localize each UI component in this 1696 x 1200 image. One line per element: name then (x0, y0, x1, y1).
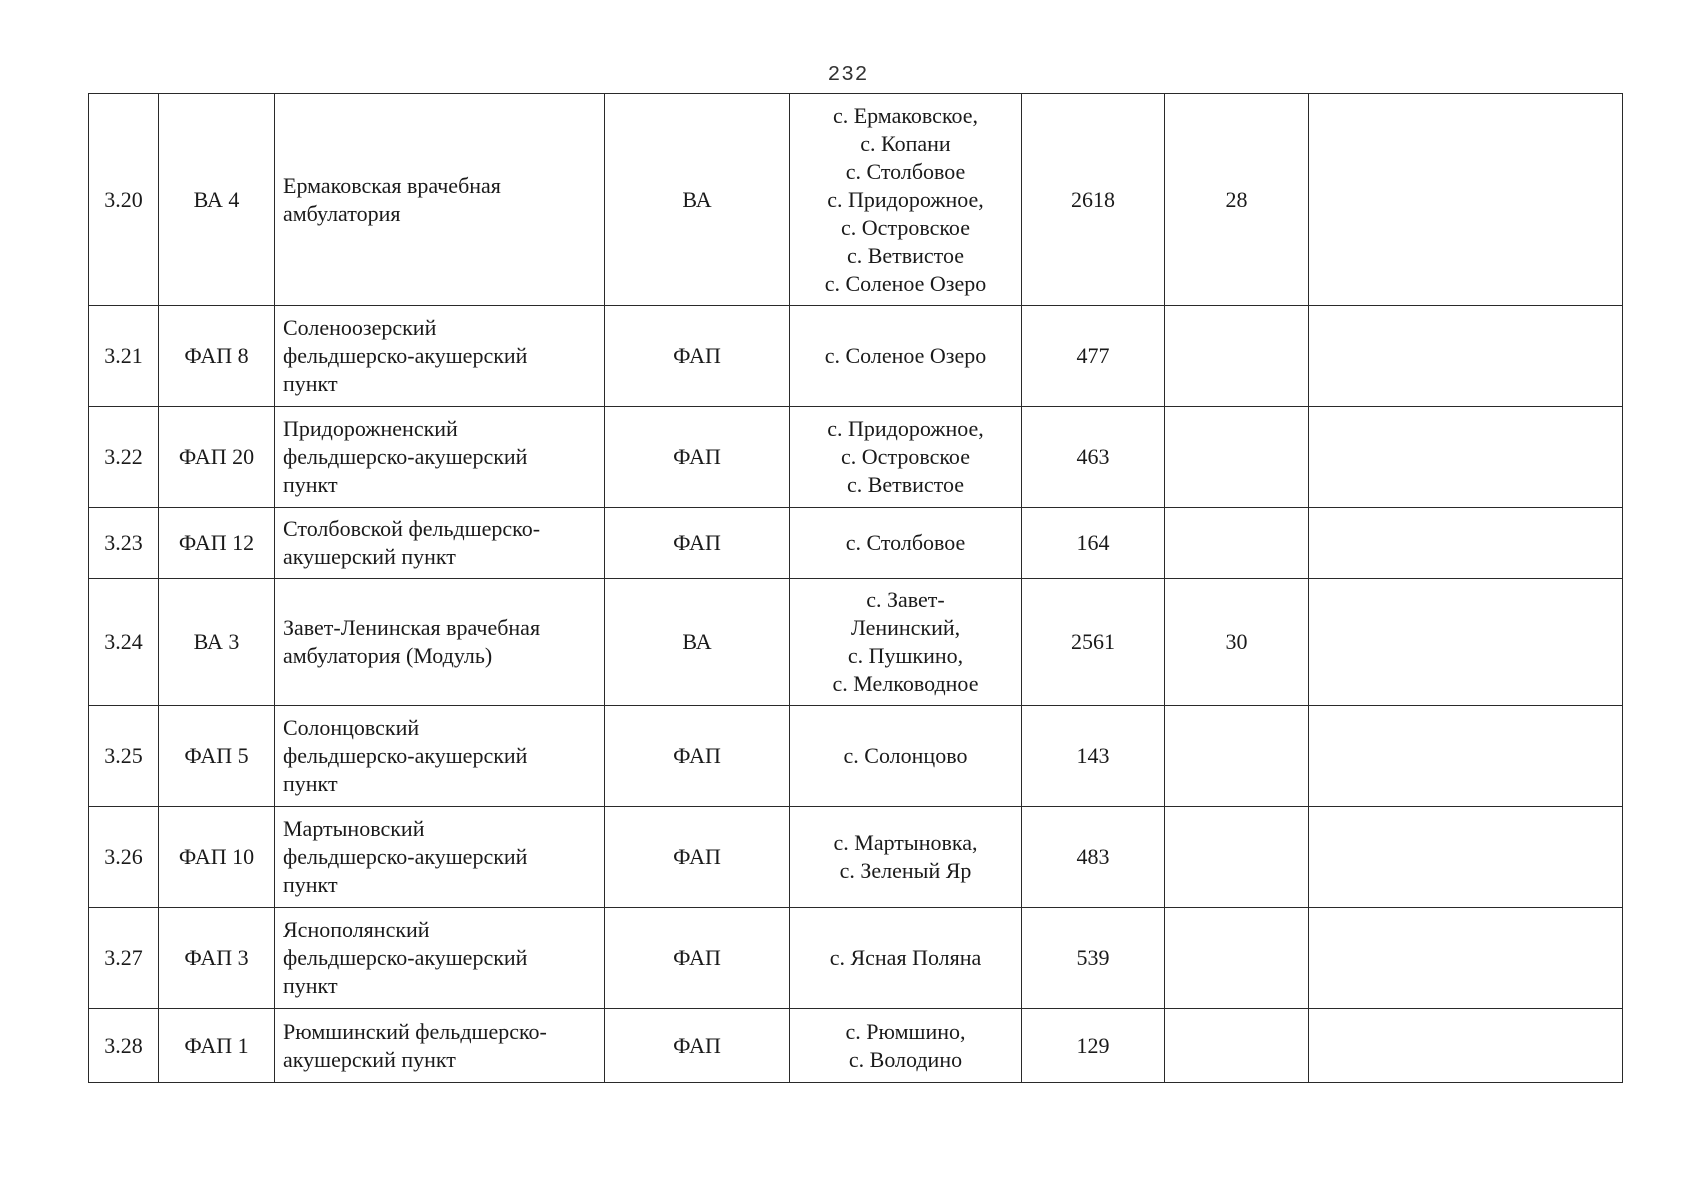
facility-code-cell: ФАП 5 (159, 706, 275, 807)
table-row (89, 94, 1623, 306)
facility-name-cell-line: Мартыновский (283, 816, 425, 841)
served-settlements-cell-line: с. Рюмшино, (845, 1018, 966, 1044)
population-cell: 129 (1022, 1009, 1165, 1083)
facility-type-cell: ВА (605, 94, 790, 306)
row-number-cell: 3.21 (89, 306, 159, 407)
facility-name-cell-line: пункт (283, 973, 338, 998)
facility-name-cell-line: Придорожненский (283, 416, 458, 441)
row-number-cell: 3.24 (89, 579, 159, 706)
facility-type-cell: ФАП (605, 508, 790, 579)
facility-name-cell-line: акушерский пункт (283, 1046, 456, 1072)
facility-name-cell-line: Солонцовский (283, 715, 420, 740)
served-settlements-cell-line: с. Володино (848, 1046, 963, 1072)
served-settlements-cell (790, 579, 1022, 706)
table-row (89, 407, 1623, 508)
population-cell: 143 (1022, 706, 1165, 807)
extra-value-cell: 28 (1165, 94, 1309, 306)
served-settlements-cell-line: с. Пушкино, (847, 643, 964, 668)
facility-name-cell (275, 579, 605, 706)
facility-code-cell: ФАП 3 (159, 908, 275, 1009)
row-number-cell: 3.23 (89, 508, 159, 579)
extra-value-cell: 30 (1165, 579, 1309, 706)
facility-name-cell-line: фельдшерско-акушерский (283, 743, 528, 768)
note-cell (1309, 908, 1623, 1009)
note-cell (1309, 1009, 1623, 1083)
served-settlements-cell (790, 1009, 1022, 1083)
note-cell (1309, 807, 1623, 908)
served-settlements-cell (790, 508, 1022, 579)
served-settlements-cell-line: с. Ветвистое (846, 242, 965, 268)
facility-type-cell: ФАП (605, 306, 790, 407)
facility-name-cell (275, 94, 605, 306)
facility-name-cell-line: фельдшерско-акушерский (283, 844, 528, 869)
facility-name-cell-line: пункт (283, 371, 338, 396)
served-settlements-cell (790, 908, 1022, 1009)
table-body (89, 94, 1623, 1083)
extra-value-cell (1165, 706, 1309, 807)
population-cell: 2561 (1022, 579, 1165, 706)
extra-value-cell (1165, 1009, 1309, 1083)
extra-value-cell (1165, 807, 1309, 908)
row-number-cell: 3.22 (89, 407, 159, 508)
row-number-cell: 3.25 (89, 706, 159, 807)
facility-name-cell-line: пункт (283, 472, 338, 497)
table-row (89, 508, 1623, 579)
facility-type-cell: ФАП (605, 807, 790, 908)
page-number: 232 (827, 64, 869, 87)
population-cell: 164 (1022, 508, 1165, 579)
served-settlements-cell-line: с. Островское (841, 444, 970, 469)
served-settlements-cell-line: с. Копани (860, 130, 951, 156)
served-settlements-cell-line: с. Мартыновка, (833, 830, 978, 855)
facility-name-cell-line: Яснополянский (283, 917, 430, 942)
facility-type-cell: ФАП (605, 908, 790, 1009)
facility-name-cell (275, 306, 605, 407)
facility-code-cell: ВА 4 (159, 94, 275, 306)
facility-type-cell: ФАП (605, 706, 790, 807)
served-settlements-cell-line: с. Островское (841, 214, 970, 240)
facility-name-cell-line: фельдшерско-акушерский (283, 945, 528, 970)
facility-name-cell-line: пункт (283, 872, 338, 897)
extra-value-cell (1165, 508, 1309, 579)
facility-code-cell: ФАП 1 (159, 1009, 275, 1083)
facility-name-cell-line: фельдшерско-акушерский (283, 444, 528, 469)
facility-name-cell-line: Соленоозерский (283, 315, 437, 340)
served-settlements-cell-line: с. Соленое Озеро (824, 270, 987, 296)
served-settlements-cell-line: с. Ясная Поляна (829, 945, 982, 970)
facility-name-cell-line: Завет-Ленинская врачебная (283, 615, 541, 640)
extra-value-cell (1165, 306, 1309, 407)
table-row (89, 306, 1623, 407)
served-settlements-cell (790, 306, 1022, 407)
served-settlements-cell-line: с. Завет- (866, 587, 945, 612)
note-cell (1309, 706, 1623, 807)
facility-code-cell: ФАП 8 (159, 306, 275, 407)
facility-code-cell: ВА 3 (159, 579, 275, 706)
population-cell: 463 (1022, 407, 1165, 508)
note-cell (1309, 579, 1623, 706)
extra-value-cell (1165, 407, 1309, 508)
note-cell (1309, 508, 1623, 579)
served-settlements-cell-line: с. Столбовое (845, 158, 966, 184)
served-settlements-cell-line: с. Солонцово (843, 743, 968, 768)
facility-name-cell-line: акушерский пункт (283, 544, 456, 569)
table-row (89, 706, 1623, 807)
served-settlements-cell (790, 807, 1022, 908)
note-cell (1309, 407, 1623, 508)
facility-table (88, 93, 1623, 1083)
served-settlements-cell (790, 407, 1022, 508)
facility-code-cell: ФАП 10 (159, 807, 275, 908)
served-settlements-cell-line: с. Мелководное (832, 671, 979, 696)
note-cell (1309, 306, 1623, 407)
table-row (89, 807, 1623, 908)
population-cell: 539 (1022, 908, 1165, 1009)
population-cell: 483 (1022, 807, 1165, 908)
population-cell: 477 (1022, 306, 1165, 407)
note-cell (1309, 94, 1623, 306)
table-row (89, 908, 1623, 1009)
facility-name-cell (275, 908, 605, 1009)
facility-name-cell (275, 508, 605, 579)
served-settlements-cell-line: с. Соленое Озеро (824, 343, 987, 368)
facility-type-cell: ВА (605, 579, 790, 706)
row-number-cell: 3.20 (89, 94, 159, 306)
served-settlements-cell-line: Ленинский, (850, 615, 961, 640)
facility-name-cell-line: Столбовской фельдшерско- (283, 516, 541, 541)
table-row (89, 1009, 1623, 1083)
facility-name-cell-line: Рюмшинский фельдшерско- (283, 1018, 547, 1044)
extra-value-cell (1165, 908, 1309, 1009)
population-cell: 2618 (1022, 94, 1165, 306)
served-settlements-cell (790, 706, 1022, 807)
facility-name-cell (275, 807, 605, 908)
facility-name-cell-line: амбулатория (Модуль) (283, 643, 493, 668)
served-settlements-cell-line: с. Зеленый Яр (839, 858, 972, 883)
served-settlements-cell (790, 94, 1022, 306)
facility-type-cell: ФАП (605, 1009, 790, 1083)
facility-name-cell (275, 1009, 605, 1083)
facility-name-cell-line: Ермаковская врачебная (283, 172, 501, 198)
row-number-cell: 3.28 (89, 1009, 159, 1083)
served-settlements-cell-line: с. Столбовое (845, 530, 966, 555)
facility-name-cell-line: пункт (283, 771, 338, 796)
row-number-cell: 3.26 (89, 807, 159, 908)
facility-code-cell: ФАП 20 (159, 407, 275, 508)
served-settlements-cell-line: с. Придорожное, (827, 186, 984, 212)
facility-code-cell: ФАП 12 (159, 508, 275, 579)
facility-type-cell: ФАП (605, 407, 790, 508)
table-row (89, 579, 1623, 706)
served-settlements-cell-line: с. Ермаковское, (832, 102, 979, 128)
facility-name-cell-line: амбулатория (283, 200, 401, 226)
facility-name-cell (275, 407, 605, 508)
facility-name-cell (275, 706, 605, 807)
served-settlements-cell-line: с. Ветвистое (846, 472, 965, 497)
facility-name-cell-line: фельдшерско-акушерский (283, 343, 528, 368)
served-settlements-cell-line: с. Придорожное, (827, 416, 984, 441)
row-number-cell: 3.27 (89, 908, 159, 1009)
